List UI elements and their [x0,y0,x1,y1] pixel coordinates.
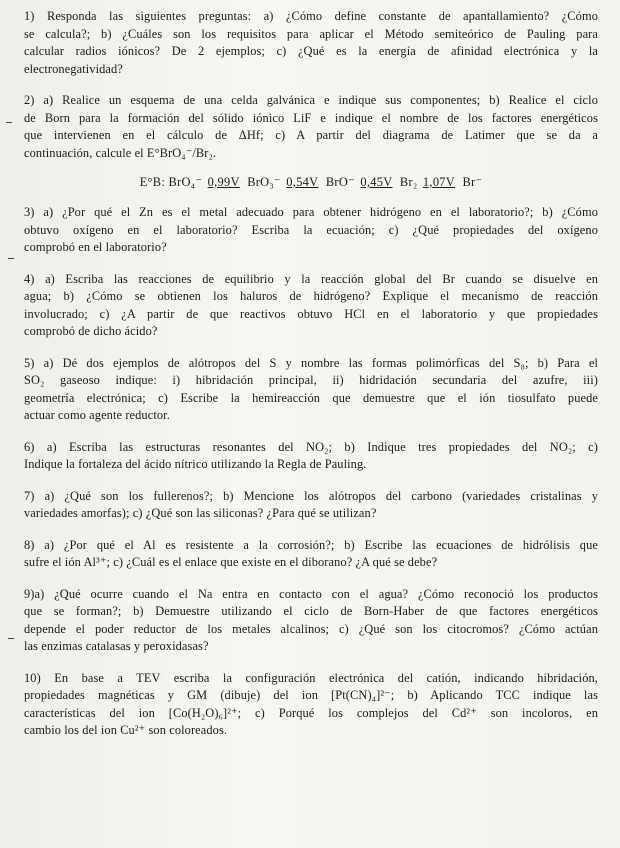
latimer-species: BrO⁻ [325,175,355,189]
question-line: propiedades magnéticas y GM (dibuje) del ion [Pt(CN)₄]²⁻; b) Aplicando TCC indique las [24,688,598,702]
margin-mark [8,258,14,259]
question-line: 7) a) ¿Qué son los fullerenos?; b) Mencione los alótropos del carbono (variedades cristalinas y [24,488,598,503]
margin-mark [6,122,12,123]
question-line: 9)a) ¿Qué ocurre cuando el Na entra en contacto con el agua? ¿Cómo reconoció los productos [24,586,598,601]
latimer-potential: 0,54V [286,175,319,189]
question-1 [24,8,598,78]
question-line: involucrado; c) ¿A partir de que reactivos obtuvo HCl en el laboratorio y que propiedades [24,306,598,321]
question-line: características del ion [Co(H₂O)₆]²⁺; c) Porqué los complejos del Cd²⁺ son incoloros, en [24,705,598,720]
question-9 [24,586,598,656]
latimer-species: BrO₃⁻ [247,175,281,189]
question-line: 6) a) Escriba las estructuras resonantes del NO₂; b) Indique tres propiedades del NO₂; c) [24,439,598,454]
latimer-species: Br₂ [399,175,418,189]
question-line: Indique la fortaleza del ácido nítrico utilizando la Regla de Pauling. [24,457,367,471]
question-line: que se forman?; b) Demuestre utilizando el ciclo de Born-Haber de que factores energéticos [24,604,598,618]
margin-mark [8,638,14,639]
latimer-potential: 0,99V [207,175,240,189]
question-line: continuación, calcule el E°BrO₄⁻/Br₂. [24,145,217,160]
question-line: que intervienen en el cálculo de ΔHf; c) A partir del diagrama de Latimer que se da a [24,128,598,142]
latimer-species: Br⁻ [462,175,483,189]
question-line: sufre el ión Al³⁺; c) ¿Cuál es el enlace que existe en el diborano? ¿A qué se debe? [24,555,438,569]
latimer-potential: 0,45V [360,175,393,189]
question-3 [24,204,598,257]
question-8 [24,537,598,572]
question-line: comprobó de dicho ácido? [24,324,158,338]
question-line: electronegatividad? [24,61,123,76]
question-line: SO₂ gaseoso indique: i) hibridación principal, ii) hidridación secundaria del azufre, iii) [24,373,598,387]
question-line: 8) a) ¿Por qué el Al es resistente a la corrosión?; b) Escribe las ecuaciones de hidrólisis que [24,537,598,552]
question-5 [24,355,598,425]
question-line: geometría electrónica; c) Escribe la hemireacción que demuestre que el ión tiosulfato puede [24,390,598,405]
latimer-diagram [24,174,598,190]
question-line: depende el poder reductor de los metales alcalinos; c) ¿Qué son los citocromos? ¿Cómo actúan [24,621,598,636]
question-4 [24,271,598,341]
latimer-potential: 1,07V [422,175,456,189]
question-line: las enzimas catalasas y peroxidasas? [24,639,209,653]
question-line: cambio los del ion Cu²⁺ son coloreados. [24,723,228,737]
question-line: 5) a) Dé dos ejemplos de alótropos del S y nombre las formas polimórficas del S₈; b) Para el [24,355,598,370]
question-line: 3) a) ¿Por qué el Zn es el metal adecuado para obtener hidrógeno en el laboratorio?; b) ¿Cómo [24,205,598,219]
question-line: comprobó en el laboratorio? [24,240,167,254]
question-6 [24,439,598,474]
latimer-label: E°B: [139,175,166,189]
question-line: 4) a) Escriba las reacciones de equilibrio y la reacción global del Br cuando se disuelve en [24,271,598,286]
question-line: agua; b) ¿Cómo se obtienen los haluros de hidrógeno? Explique el mecanismo de reacción [24,289,598,303]
question-line: se calcula?; b) ¿Cuáles son los requisitos para aplicar el Método semiteórico de Pauling para [24,26,598,41]
question-line: 10) En base a TEV escriba la configuración electrónica del catión, indicando hibridación, [24,670,598,685]
question-line: de Born para la formación del sólido iónico LiF e indique el nombre de los factores energéticos [24,110,598,125]
question-10 [24,670,598,740]
question-line: 2) a) Realice un esquema de una celda galvánica e indique sus componentes; b) Realice el ciclo [24,93,598,107]
question-line: 1) Responda las siguientes preguntas: a) ¿Cómo define constante de apantallamiento? ¿Cómo [24,9,598,23]
question-line: actuar como agente reductor. [24,408,170,422]
question-2 [24,92,598,162]
question-7 [24,488,598,523]
question-line: variedades amorfas); c) ¿Qué son las siliconas? ¿Para qué se utilizan? [24,506,377,520]
latimer-species: BrO₄⁻ [168,175,203,189]
question-line: calcular radios iónicos? De 2 ejemplos; c) ¿Qué es la energía de afinidad electrónica y la [24,44,598,58]
question-line: obtuvo oxígeno en el laboratorio? Escriba la ecuación; c) ¿Qué propiedades del oxígeno [24,222,598,237]
